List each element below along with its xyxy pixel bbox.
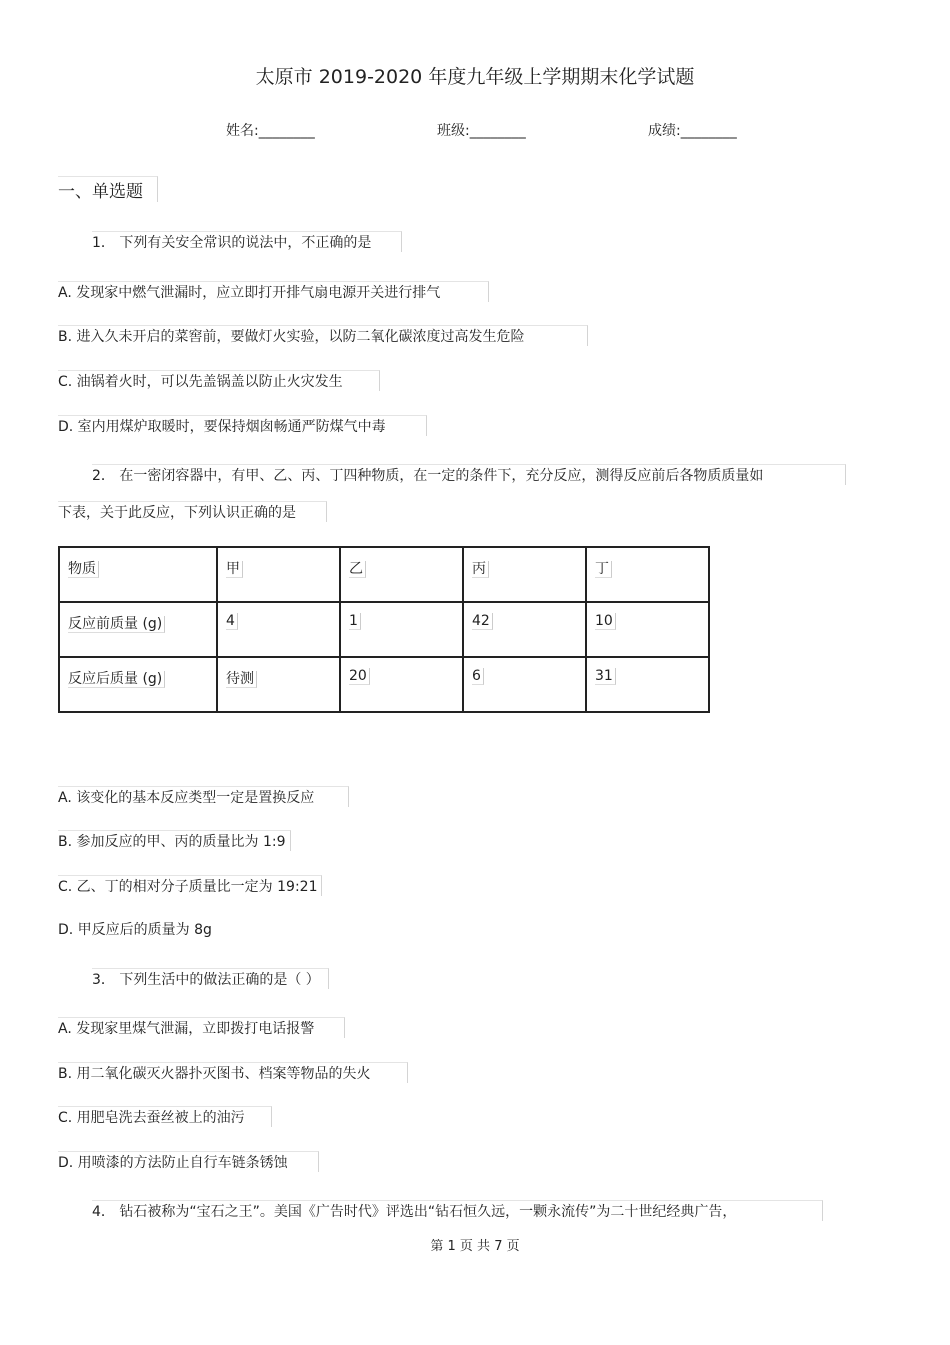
question-3-option-a: A. 发现家里煤气泄漏，立即拨打电话报警 [58, 1017, 345, 1038]
page-footer: 第 1 页 共 7 页 [430, 1239, 520, 1254]
question-3-stem: 3． 下列生活中的做法正确的是（ ） [92, 968, 329, 989]
table-row [59, 657, 709, 712]
section-heading: 一、单选题 [58, 176, 158, 202]
table-row [59, 547, 709, 602]
class-field: 班级:________ [437, 123, 526, 139]
question-4-stem: 4． 钻石被称为“宝石之王”。美国《广告时代》评选出“钻石恒久远，一颗永流传”为二十世纪经典广告， [92, 1200, 823, 1221]
table-cell: 反应前质量 (g) [59, 602, 217, 657]
table-cell: 反应后质量 (g) [59, 657, 217, 712]
table-cell: 42 [463, 602, 586, 657]
question-2-stem-line2: 下表，关于此反应，下列认识正确的是 [58, 501, 327, 522]
mass-table [58, 546, 710, 713]
table-cell: 20 [340, 657, 463, 712]
table-cell: 乙 [340, 547, 463, 602]
question-2-option-c: C. 乙、丁的相对分子质量比一定为 19:21 [58, 875, 322, 896]
question-3-option-b: B. 用二氧化碳灭火器扑灭图书、档案等物品的失火 [58, 1062, 408, 1083]
table-cell: 4 [217, 602, 340, 657]
question-3-option-c: C. 用肥皂洗去蚕丝被上的油污 [58, 1106, 272, 1127]
question-3-option-d: D. 用喷漆的方法防止自行车链条锈蚀 [58, 1151, 319, 1172]
score-field: 成绩:________ [648, 123, 737, 139]
table-cell: 丁 [586, 547, 709, 602]
name-field: 姓名:________ [226, 123, 315, 139]
table-cell: 丙 [463, 547, 586, 602]
question-2-stem-line1: 2． 在一密闭容器中，有甲、乙、丙、丁四种物质，在一定的条件下，充分反应，测得反应前后各物质质量如 [92, 464, 846, 485]
page-title: 太原市 2019-2020 年度九年级上学期期末化学试题 [255, 66, 695, 88]
table-cell: 甲 [217, 547, 340, 602]
table-cell: 6 [463, 657, 586, 712]
table-cell: 31 [586, 657, 709, 712]
table-cell: 10 [586, 602, 709, 657]
question-1-option-a: A. 发现家中燃气泄漏时，应立即打开排气扇电源开关进行排气 [58, 281, 489, 302]
question-1-option-b: B. 进入久未开启的菜窖前，要做灯火实验，以防二氧化碳浓度过高发生危险 [58, 325, 588, 346]
table-row [59, 602, 709, 657]
question-2-option-d: D. 甲反应后的质量为 8g [58, 922, 212, 938]
question-1-option-c: C. 油锅着火时，可以先盖锅盖以防止火灾发生 [58, 370, 380, 391]
question-1-stem: 1． 下列有关安全常识的说法中，不正确的是 [92, 231, 402, 252]
table-cell: 物质 [59, 547, 217, 602]
table-cell: 1 [340, 602, 463, 657]
question-2-option-b: B. 参加反应的甲、丙的质量比为 1:9 [58, 830, 291, 851]
question-2-option-a: A. 该变化的基本反应类型一定是置换反应 [58, 786, 349, 807]
question-1-option-d: D. 室内用煤炉取暖时，要保持烟囱畅通严防煤气中毒 [58, 415, 427, 436]
table-cell: 待测 [217, 657, 340, 712]
